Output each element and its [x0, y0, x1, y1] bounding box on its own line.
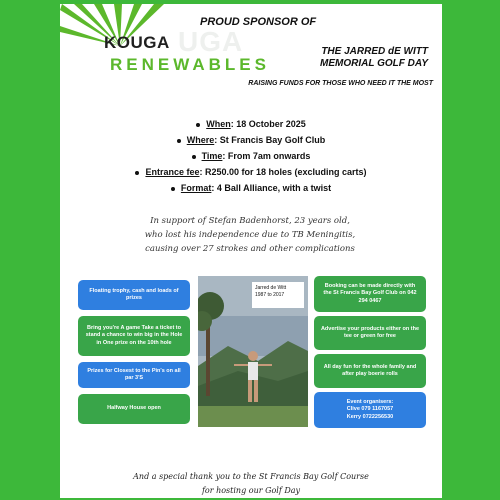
- info-box-booking: Booking can be made directly with the St Francis Bay Golf Club on 042 294 0467: [314, 276, 426, 312]
- brand-watermark: UGA: [178, 26, 244, 57]
- bullet-icon: [171, 187, 175, 191]
- detail-entrance-fee: [60, 164, 442, 180]
- event-title-line1: THE JARRED dE WITT: [321, 46, 428, 57]
- thanks-line2: for hosting our Golf Day: [201, 486, 301, 495]
- event-poster: [60, 4, 442, 498]
- info-box-prizes: Floating trophy, cash and loads of prizes: [78, 280, 190, 310]
- detail-key: Entrance fee: [145, 167, 200, 177]
- event-title: [228, 46, 428, 70]
- support-statement: [100, 214, 400, 256]
- event-tagline: RAISING FUNDS FOR THOSE WHO NEED IT THE MOST: [248, 80, 433, 87]
- sponsor-line: PROUD SPONSOR OF: [200, 16, 317, 28]
- bullet-icon: [196, 123, 200, 127]
- bullet-icon: [192, 155, 196, 159]
- support-line1: In support of Stefan Badenhorst, 23 years old,: [150, 216, 350, 226]
- thanks-line1: And a special thank you to the St Francis Bay Golf Course: [133, 472, 369, 481]
- organiser-kerry: Kerry 0722256530: [346, 413, 394, 420]
- detail-time: [60, 148, 442, 164]
- brand-name: KOUGA: [104, 33, 170, 52]
- photo-caption-years: 1987 to 2017: [255, 292, 285, 298]
- info-box-halfway-house: Halfway House open: [78, 394, 190, 424]
- detail-key: Format: [180, 183, 212, 193]
- bullet-icon: [135, 171, 139, 175]
- photo-caption-name: Jarred de Witt: [255, 285, 287, 291]
- detail-key: Where: [186, 135, 215, 145]
- detail-where: [60, 132, 442, 148]
- brand-subtitle: RENEWABLES: [110, 55, 270, 74]
- detail-value: : R250.00 for 18 holes (excluding carts): [199, 167, 367, 177]
- photo-caption: [252, 282, 304, 308]
- detail-key: Time: [201, 151, 223, 161]
- event-title-line2: MEMORIAL GOLF DAY: [320, 58, 428, 69]
- detail-when: [60, 116, 442, 132]
- info-box-closest-pin: Prizes for Closest to the Pin's on all par 3'S: [78, 362, 190, 388]
- support-line2: who lost his independence due to TB Meningitis,: [144, 230, 356, 240]
- organiser-clive: Clive 079 1167057: [346, 406, 394, 413]
- detail-value: : From 7am onwards: [222, 151, 311, 161]
- bullet-icon: [177, 139, 181, 143]
- info-box-family-fun: All day fun for the whole family and after play boerie rolls: [314, 354, 426, 388]
- info-box-advertise: Advertise your products either on the tee or green for free: [314, 316, 426, 350]
- memorial-photo: [198, 276, 308, 427]
- detail-value: : St Francis Bay Golf Club: [214, 135, 326, 145]
- detail-key: When: [206, 119, 231, 129]
- organisers-heading: Event organisers:: [346, 398, 394, 405]
- detail-value: : 18 October 2025: [230, 119, 306, 129]
- detail-format: [60, 180, 442, 196]
- thank-you-note: [70, 470, 432, 498]
- detail-value: : 4 Ball Alliance, with a twist: [211, 183, 332, 193]
- info-box-organisers: [314, 392, 426, 428]
- support-line3: causing over 27 strokes and other complications: [145, 244, 355, 254]
- info-box-hole-in-one: Bring you're A game Take a ticket to stand a chance to win big in the Hole in One prize on the 10th hole: [78, 316, 190, 356]
- event-details: [60, 116, 442, 196]
